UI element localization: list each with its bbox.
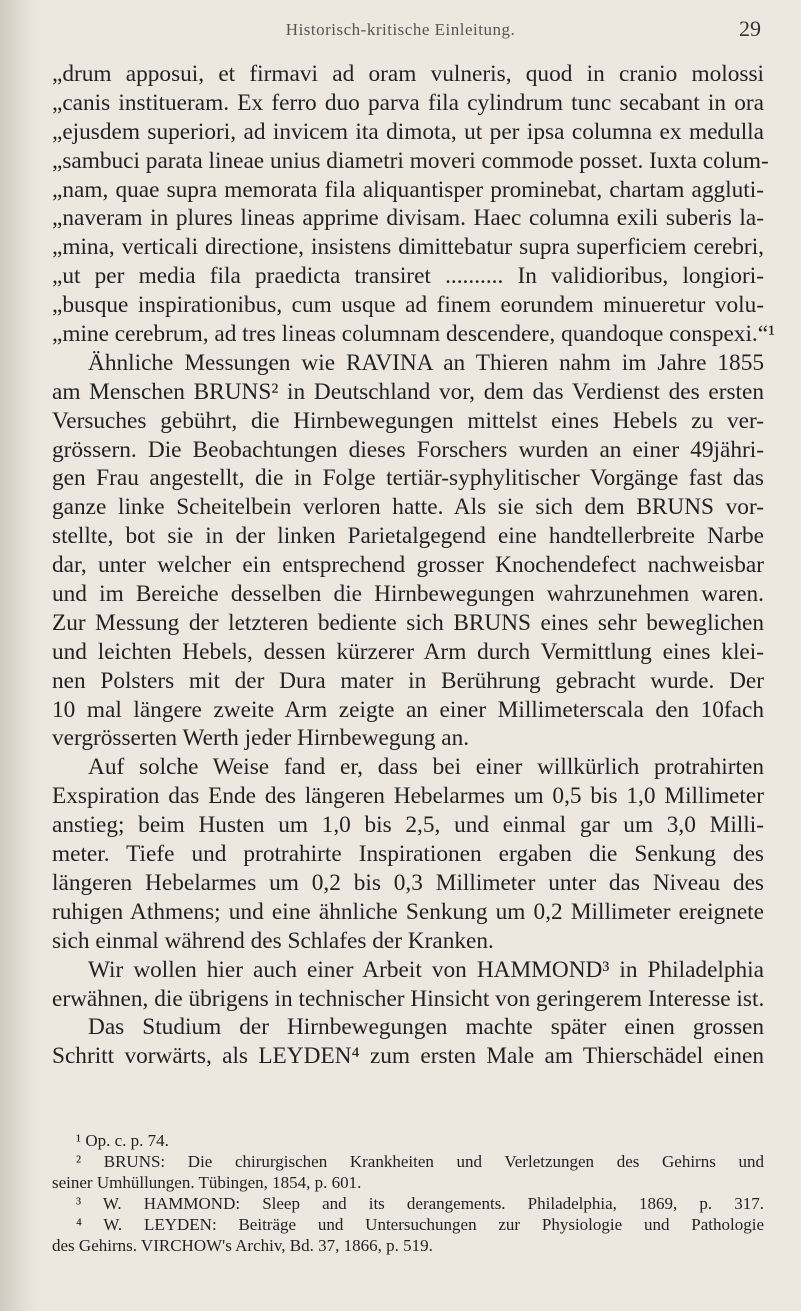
text-line: ruhigen Athmens; und eine ähnliche Senkung um 0,2 Millimeter ereignete bbox=[52, 898, 764, 925]
text-line: Wir wollen hier auch einer Arbeit von HAMMOND³ in Philadelphia bbox=[88, 956, 764, 983]
running-head: Historisch-kritische Einleitung. bbox=[285, 20, 516, 39]
text-line: und im Bereiche desselben die Hirnbewegungen wahrzunehmen waren. bbox=[52, 581, 764, 608]
footnote-line: ³ W. HAMMOND: Sleep and its derangements. Philadelphia, 1869, p. 317. bbox=[76, 1194, 764, 1213]
text-line: „mina, verticali directione, insistens dimittebatur supra superficiem cerebri, bbox=[52, 234, 764, 261]
footnote-line: seiner Umhüllungen. Tübingen, 1854, p. 601. bbox=[52, 1173, 362, 1192]
text-line: „ut per media fila praedicta transiret .......... In validioribus, longiori- bbox=[52, 263, 764, 290]
text-line: sich einmal während des Schlafes der Kranken. bbox=[52, 927, 494, 954]
text-line: dar, unter welcher ein entsprechend grosser Knochendefect nachweisbar bbox=[52, 552, 764, 579]
text-line: meter. Tiefe und protrahirte Inspirationen ergaben die Senkung des bbox=[52, 841, 764, 868]
text-line: vergrösserten Werth jeder Hirnbewegung an. bbox=[52, 725, 470, 752]
text-line: Schritt vorwärts, als LEYDEN⁴ zum ersten Male am Thierschädel einen bbox=[52, 1043, 764, 1070]
text-line: anstieg; beim Husten um 1,0 bis 2,5, und einmal gar um 3,0 Milli- bbox=[52, 812, 764, 839]
text-line: „canis institueram. Ex ferro duo parva fila cylindrum tunc secabant in ora bbox=[52, 89, 764, 116]
footnote-line: ⁴ W. LEYDEN: Beiträge und Untersuchungen zur Physiologie und Pathologie bbox=[76, 1215, 764, 1234]
text-line: Ähnliche Messungen wie RAVINA an Thieren nahm im Jahre 1855 bbox=[88, 349, 764, 376]
text-line: „ejusdem superiori, ad invicem ita dimota, ut per ipsa columna ex medulla bbox=[52, 118, 764, 145]
text-line: Das Studium der Hirnbewegungen machte später einen grossen bbox=[88, 1014, 764, 1041]
text-line: stellte, bot sie in der linken Parietalgegend eine handtellerbreite Narbe bbox=[52, 523, 764, 550]
text-line: erwähnen, die übrigens in technischer Hinsicht von geringerem Interesse ist. bbox=[52, 985, 765, 1012]
text-line: und leichten Hebels, dessen kürzerer Arm durch Vermittlung eines klei- bbox=[52, 638, 764, 665]
text-line: am Menschen BRUNS² in Deutschland vor, dem das Verdienst des ersten bbox=[52, 378, 764, 405]
text-line: grössern. Die Beobachtungen dieses Forschers wurden an einer 49jähri- bbox=[52, 436, 764, 463]
text-line: nen Polsters mit der Dura mater in Berührung gebracht wurde. Der bbox=[52, 667, 764, 694]
text-line: Versuches gebührt, die Hirnbewegungen mittelst eines Hebels zu ver- bbox=[52, 407, 764, 434]
page-edge-shadow bbox=[0, 0, 40, 1311]
text-line: Auf solche Weise fand er, dass bei einer willkürlich protrahirten bbox=[88, 754, 764, 781]
text-line: ganze linke Scheitelbein verloren hatte. Als sie sich dem BRUNS vor- bbox=[52, 494, 764, 521]
footnote-line: des Gehirns. VIRCHOW's Archiv, Bd. 37, 1866, p. 519. bbox=[52, 1236, 433, 1255]
footnotes bbox=[52, 1130, 764, 1256]
page-number: 29 bbox=[739, 16, 761, 41]
text-line: „naveram in plures lineas apprime divisam. Haec columna exili suberis la- bbox=[52, 205, 764, 232]
footnote-line: ² BRUNS: Die chirurgischen Krankheiten und Verletzungen des Gehirns und bbox=[76, 1152, 764, 1171]
text-line: „drum apposui, et firmavi ad oram vulneris, quod in cranio molossi bbox=[52, 61, 764, 87]
page-header bbox=[40, 16, 761, 50]
text-line: „mine cerebrum, ad tres lineas columnam descendere, quandoque conspexi.“¹ bbox=[52, 321, 776, 348]
text-line: „busque inspirationibus, cum usque ad finem eorundem minueretur volu- bbox=[52, 292, 764, 319]
text-line: 10 mal längere zweite Arm zeigte an einer Millimeterscala den 10fach bbox=[52, 696, 764, 723]
text-line: „sambuci parata lineae unius diametri moveri commode posset. Iuxta colum- bbox=[52, 147, 769, 174]
text-line: „nam, quae supra memorata fila aliquantisper prominebat, chartam aggluti- bbox=[52, 176, 764, 203]
text-line: Exspiration das Ende des längeren Hebelarmes um 0,5 bis 1,0 Millimeter bbox=[52, 783, 764, 810]
footnote-line: ¹ Op. c. p. 74. bbox=[76, 1131, 169, 1150]
body-text bbox=[52, 60, 776, 1071]
text-line: Zur Messung der letzteren bediente sich BRUNS eines sehr beweglichen bbox=[52, 609, 764, 636]
text-line: längeren Hebelarmes um 0,2 bis 0,3 Millimeter unter das Niveau des bbox=[52, 869, 764, 896]
text-line: gen Frau angestellt, die in Folge tertiär-syphylitischer Vorgänge fast das bbox=[52, 465, 764, 492]
